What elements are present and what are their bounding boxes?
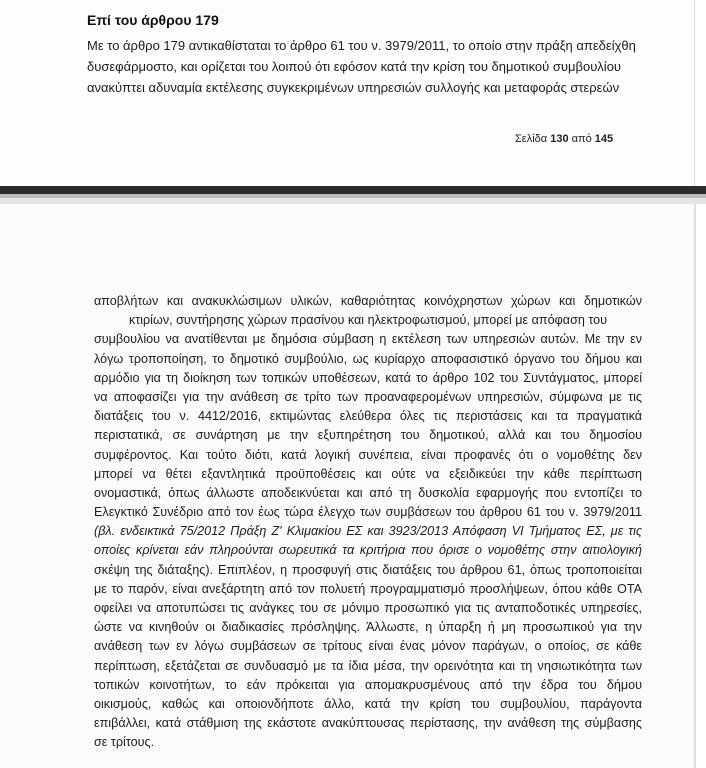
page-current: 130 (550, 133, 569, 145)
body-paragraph (94, 292, 642, 753)
page-of: από (571, 133, 592, 145)
text-line: δυσεφάρμοστο, και ορίζεται του λοιπού ότι εφόσον κατά την κρίση του δημοτικού συμβουλίου (87, 59, 622, 74)
text-line: ώστε να κινηθούν οι διαδικασίες πρόσληψης. Άλλωστε, η ύπαρξη ή μη προσωπικού για την (94, 620, 642, 635)
text-line: συμβουλίου να ανατίθενται με δημόσια σύμβαση η εκτέλεση των υπηρεσιών αυτών. Με την εν (94, 332, 642, 347)
text-line: Με το άρθρο 179 αντικαθίσταται το άρθρο 61 του ν. 3979/2011, το οποίο στην πράξη απεδείχθη (87, 38, 636, 53)
previous-page-fragment (0, 0, 695, 186)
page-number (515, 133, 613, 145)
text-line: συμφέροντος. Και τούτο διότι, κατά λογική συνέπεια, είναι προφανές ότι ο νομοθέτης δεν (94, 447, 642, 462)
text-line: αποβλήτων και ανακυκλώσιμων υλικών, καθαριότητας κοινόχρηστων χώρων και δημοτικών (94, 294, 642, 308)
text-line: κτιρίων, συντήρησης χώρων πρασίνου και ηλεκτροφωτισμού, μπορεί με απόφαση του (128, 313, 608, 328)
text-line: σε τρίτους. (94, 735, 155, 750)
text-line: σκέψη της διάταξης). Επιπλέον, η προσφυγή στις διατάξεις του άρθρου 61, όπως τροποποιείται (94, 562, 642, 577)
text-line: μπορεί να θέτει εξαντλητικά προϋποθέσεις και ούτε να εξειδικεύει την κάθε περίπτωση (94, 466, 642, 481)
citation-line: οποίες κρίνεται εάν πληρούνται σωρευτικά τα κριτήρια που όρισε ο νομοθέτης στην αιτιολογική (94, 543, 642, 558)
text-line: λόγω τροποποίηση, το δημοτικό συμβούλιο, ως κυρίαρχο αποφασιστικό όργανο του δήμου και (94, 351, 642, 366)
citation-line: (βλ. ενδεικτικά 75/2012 Πράξη Ζ' Κλιμακίου ΕΣ και 3923/2013 Απόφαση VI Τμήματος ΕΣ, με τις (94, 524, 642, 539)
text-line: ανάθεση των εν λόγω συμβάσεων σε τρίτους είναι ένας μόνον παράγων, ο οποίος, σε κάθε (94, 639, 642, 654)
text-line: οικισμούς, καθώς και οποιονδήποτε άλλο, κατά την κρίση του συμβουλίου, παράγοντα (94, 696, 642, 711)
text-line: επιβάλλει, κατά στάθμιση της εκάστοτε ανακύπτουσας περίστασης, την ανάθεση της σύμβασης (94, 716, 642, 731)
text-line: περίπτωση, εξετάζεται σε συνδυασμό με τα ίδια μέσα, την ορεινότητα και τη νησιωτικότητα των (94, 658, 642, 673)
text-line: περιστατικά, σε συνάρτηση με την εξυπηρέτηση του δημοτικού, αλλά και του δημοσίου (94, 428, 642, 443)
page-label: Σελίδα (515, 133, 548, 145)
page-break-bar (0, 186, 706, 194)
page-total: 145 (594, 133, 614, 145)
text-line: με το παρόν, είναι ανεξάρτητη από τον πολυετή προγραμματισμό προσλήψεων, όπου κάθε ΟΤΑ (94, 581, 642, 596)
text-line: να αποφασίζει για την ανάθεση σε τρίτο των προαναφερομένων υπηρεσιών, σύμφωνα με τις (94, 389, 642, 404)
text-line: αρμόδιο για τη διοίκηση των τοπικών υποθέσεων, κατά το άρθρο 102 του Συντάγματος, μπορεί (94, 370, 642, 385)
text-line: ανακύπτει αδυναμία εκτέλεσης συγκεκριμένων υπηρεσιών συλλογής και μεταφοράς στερεών (87, 80, 620, 95)
text-line: οφείλει να αποτυπώσει τις ανάγκες του σε μόνιμο προσωπικό για τις ανταποδοτικές υπηρεσίες, (94, 601, 642, 615)
text-line: ονομαστικά, όπως άλλωστε αποδεικνύεται και από τη δυσκολία εφαρμογής που εντοπίζει το (94, 485, 642, 500)
text-line: τοπικών κοινοτήτων, το εάν πρόκειται για απομακρυσμένους από την έδρα του δήμου (94, 677, 642, 692)
text-line: διατάξεις του ν. 4412/2016, εκτιμώντας ελεύθερα όλες τις περιστάσεις και τα πραγματικά (94, 409, 642, 424)
article-heading: Επί του άρθρου 179 (87, 12, 219, 28)
text-line: Ελεγκτικό Συνέδριο από τον έως τώρα έλεγχο των συμβάσεων του άρθρου 61 του ν. 3979/2011 (94, 505, 642, 520)
